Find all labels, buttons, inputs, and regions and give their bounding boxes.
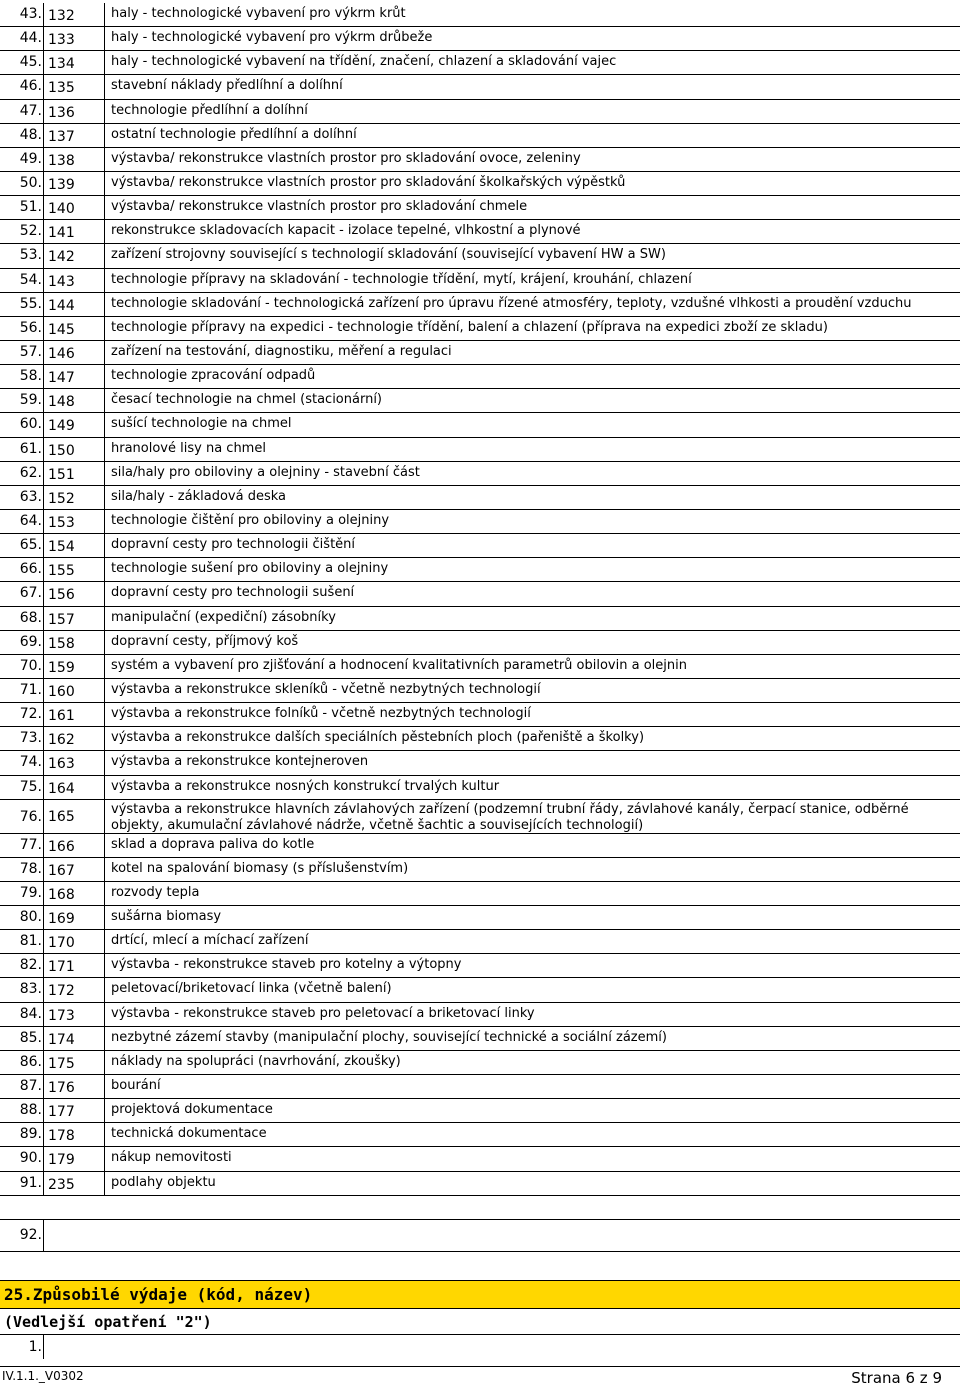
table-row: [0, 317, 960, 341]
row-number: 81.: [0, 930, 44, 953]
table-row: [0, 75, 960, 99]
expense-description: kotel na spalování biomasy (s příslušenstvím): [111, 860, 409, 876]
table-row: [0, 365, 960, 389]
row-number: 57.: [0, 341, 44, 364]
expense-description: rozvody tepla: [111, 884, 200, 900]
table-row: [0, 341, 960, 365]
table-row: [0, 124, 960, 148]
expense-code: 169: [45, 906, 105, 929]
table-row-empty: [0, 1219, 960, 1252]
expense-description: výstavba/ rekonstrukce vlastních prostor pro skladování ovoce, zeleniny: [111, 150, 581, 166]
row-number: 70.: [0, 655, 44, 678]
row-number: 88.: [0, 1099, 44, 1122]
expense-code: 132: [45, 3, 105, 26]
expense-code: 179: [45, 1147, 105, 1170]
row-number: 55.: [0, 293, 44, 316]
row-number: 49.: [0, 148, 44, 171]
row-number: 52.: [0, 220, 44, 243]
table-row: [0, 438, 960, 462]
expense-description: sušící technologie na chmel: [111, 416, 292, 432]
row-number: 74.: [0, 751, 44, 774]
row-number: 79.: [0, 882, 44, 905]
row-number: 86.: [0, 1051, 44, 1074]
expense-description: bourání: [111, 1078, 161, 1094]
row-number: 56.: [0, 317, 44, 340]
expense-code: 140: [45, 196, 105, 219]
table-row: [0, 27, 960, 51]
expense-description: sklad a doprava paliva do kotle: [111, 836, 315, 852]
table-row: [0, 196, 960, 220]
table-row: [0, 1147, 960, 1171]
table-row: [0, 882, 960, 906]
row-number: 87.: [0, 1075, 44, 1098]
expense-description: rekonstrukce skladovacích kapacit - izolace tepelné, vlhkostní a plynové: [111, 223, 581, 239]
row-number: 61.: [0, 438, 44, 461]
form-code: IV.1.1._V0302: [2, 1369, 84, 1383]
expense-code: 176: [45, 1075, 105, 1098]
expense-code: 165: [45, 800, 105, 833]
row-number: 64.: [0, 510, 44, 533]
expense-description: zařízení strojovny související s technologií skladování (související vybavení HW a SW): [111, 247, 666, 263]
row-number: 53.: [0, 244, 44, 267]
page-footer: [0, 1366, 960, 1387]
expense-code: 156: [45, 582, 105, 605]
expense-description: peletovací/briketovací linka (včetně balení): [111, 981, 392, 997]
table-row: [0, 1123, 960, 1147]
expense-description: sušárna biomasy: [111, 909, 222, 925]
row-number: 66.: [0, 558, 44, 581]
row-number: 46.: [0, 75, 44, 98]
table-row: [0, 679, 960, 703]
row-number: 51.: [0, 196, 44, 219]
row-number: 71.: [0, 679, 44, 702]
table-row: [0, 1051, 960, 1075]
row-number: 69.: [0, 631, 44, 654]
expense-code: 155: [45, 558, 105, 581]
row-number: 50.: [0, 172, 44, 195]
row-number: 43.: [0, 3, 44, 26]
expense-code: 154: [45, 534, 105, 557]
expense-code: 135: [45, 75, 105, 98]
expense-code: 137: [45, 124, 105, 147]
expense-description: zařízení na testování, diagnostiku, měření a regulaci: [111, 343, 452, 359]
table-row: [0, 582, 960, 606]
expense-code: 136: [45, 100, 105, 123]
row-number: 83.: [0, 978, 44, 1001]
row-number: 63.: [0, 486, 44, 509]
row-number: 82.: [0, 954, 44, 977]
table-row: [0, 1075, 960, 1099]
page-number: Strana 6 z 9: [851, 1369, 942, 1387]
row-number: 58.: [0, 365, 44, 388]
expense-description: technologie přípravy na expedici - technologie třídění, balení a chlazení (příprava na expedici zboží ze skladu): [111, 319, 828, 335]
row-number: 68.: [0, 607, 44, 630]
expense-code: 172: [45, 978, 105, 1001]
expense-code: 167: [45, 858, 105, 881]
expense-code: 160: [45, 679, 105, 702]
table-row: [0, 776, 960, 800]
expense-description: technologie přípravy na skladování - technologie třídění, mytí, krájení, krouhání, chlazení: [111, 271, 692, 287]
expense-description: projektová dokumentace: [111, 1102, 273, 1118]
expense-code: 170: [45, 930, 105, 953]
table-row: [0, 751, 960, 775]
expense-description: výstavba a rekonstrukce kontejneroven: [111, 754, 369, 770]
table-row: [0, 1335, 960, 1359]
table-row: [0, 172, 960, 196]
table-row: [0, 462, 960, 486]
expense-description: výstavba a rekonstrukce folníků - včetně nezbytných technologií: [111, 706, 531, 722]
table-row: [0, 558, 960, 582]
expense-description: sila/haly pro obiloviny a olejniny - stavební část: [111, 464, 420, 480]
table-row: [0, 1172, 960, 1196]
expense-code: 150: [45, 438, 105, 461]
table-row: [0, 800, 960, 834]
table-row: [0, 1099, 960, 1123]
expense-code: 177: [45, 1099, 105, 1122]
table-row: [0, 389, 960, 413]
row-number: 80.: [0, 906, 44, 929]
expense-code: 139: [45, 172, 105, 195]
expense-description: technologie skladování - technologická zařízení pro úpravu řízené atmosféry, teploty, vzdušné vlhkosti a proudění vzduchu: [111, 295, 912, 311]
expense-code: 142: [45, 244, 105, 267]
row-number: 91.: [0, 1172, 44, 1195]
row-number: 54.: [0, 269, 44, 292]
expense-description: výstavba - rekonstrukce staveb pro kotelny a výtopny: [111, 957, 462, 973]
expense-code: 152: [45, 486, 105, 509]
expense-description: stavební náklady předlíhní a dolíhní: [111, 78, 343, 94]
row-number: 77.: [0, 834, 44, 857]
expense-code: 157: [45, 607, 105, 630]
expense-description: technologie sušení pro obiloviny a olejniny: [111, 561, 389, 577]
expense-description: výstavba a rekonstrukce skleníků - včetně nezbytných technologií: [111, 681, 541, 697]
row-number: 92.: [0, 1220, 44, 1251]
row-number: 76.: [0, 800, 44, 833]
expense-code: 161: [45, 703, 105, 726]
table-row: [0, 631, 960, 655]
expense-description: výstavba a rekonstrukce nosných konstrukcí trvalých kultur: [111, 778, 500, 794]
row-number: 44.: [0, 27, 44, 50]
table-row: [0, 930, 960, 954]
expense-code: 146: [45, 341, 105, 364]
row-number: 84.: [0, 1003, 44, 1026]
expense-description: výstavba a rekonstrukce hlavních závlahových zařízení (podzemní trubní řády, závlahové kanály, čerpací stanice, odběrné objekty, akumulační závlahové nádrže, včetně šachtic a souvisejících technologií): [111, 801, 909, 833]
table-row: [0, 906, 960, 930]
row-number: 60.: [0, 413, 44, 436]
table-row: [0, 978, 960, 1002]
expense-code: 162: [45, 727, 105, 750]
expense-code: 168: [45, 882, 105, 905]
expense-code: 149: [45, 413, 105, 436]
row-number: 75.: [0, 776, 44, 799]
expense-description: technická dokumentace: [111, 1126, 267, 1142]
expense-code: 145: [45, 317, 105, 340]
table-row: [0, 486, 960, 510]
expense-code: 171: [45, 954, 105, 977]
expense-code: 159: [45, 655, 105, 678]
table-row: [0, 148, 960, 172]
expense-code: 158: [45, 631, 105, 654]
row-number: 62.: [0, 462, 44, 485]
table-row: [0, 413, 960, 437]
expense-description: nákup nemovitosti: [111, 1150, 232, 1166]
table-row: [0, 220, 960, 244]
expense-code: 143: [45, 269, 105, 292]
expense-code: 144: [45, 293, 105, 316]
expense-description: manipulační (expediční) zásobníky: [111, 609, 336, 625]
expense-code: 166: [45, 834, 105, 857]
expense-description: drtící, mlecí a míchací zařízení: [111, 933, 309, 949]
expense-description: podlahy objektu: [111, 1174, 216, 1190]
expense-code: 173: [45, 1003, 105, 1026]
table-row: [0, 100, 960, 124]
expense-description: dopravní cesty, příjmový koš: [111, 633, 299, 649]
expense-description: technologie zpracování odpadů: [111, 368, 316, 384]
row-number: 48.: [0, 124, 44, 147]
expense-description: haly - technologické vybavení pro výkrm krůt: [111, 6, 406, 21]
row-number: 73.: [0, 727, 44, 750]
table-row: [0, 510, 960, 534]
expense-code: 178: [45, 1123, 105, 1146]
expense-description: výstavba a rekonstrukce dalších speciálních pěstebních ploch (pařeniště a školky): [111, 730, 645, 746]
expense-description: haly - technologické vybavení pro výkrm drůbeže: [111, 30, 433, 46]
section-title: 25.Způsobilé výdaje (kód, název): [0, 1281, 960, 1309]
expense-description: náklady na spolupráci (navrhování, zkoušky): [111, 1053, 401, 1069]
expense-description: nezbytné zázemí stavby (manipulační plochy, související technické a sociální zázemí): [111, 1029, 667, 1045]
row-number: 59.: [0, 389, 44, 412]
table-row: [0, 703, 960, 727]
table-row: [0, 534, 960, 558]
table-row: [0, 834, 960, 858]
expense-code: 153: [45, 510, 105, 533]
expense-code: 164: [45, 776, 105, 799]
section-25: [0, 1280, 960, 1360]
table-row: [0, 293, 960, 317]
expense-description: dopravní cesty pro technologii sušení: [111, 585, 355, 601]
row-number: 85.: [0, 1027, 44, 1050]
table-row: [0, 244, 960, 268]
section-subtitle: (Vedlejší opatření "2"): [0, 1309, 960, 1335]
expense-description: výstavba - rekonstrukce staveb pro peletovací a briketovací linky: [111, 1005, 535, 1021]
row-number: 47.: [0, 100, 44, 123]
table-row: [0, 51, 960, 75]
table-row: [0, 3, 960, 27]
table-row: [0, 1003, 960, 1027]
expense-description: česací technologie na chmel (stacionární): [111, 392, 383, 408]
expense-code: 134: [45, 51, 105, 74]
row-number: 78.: [0, 858, 44, 881]
table-row: [0, 727, 960, 751]
expense-code: 133: [45, 27, 105, 50]
expense-code: 138: [45, 148, 105, 171]
expense-description: systém a vybavení pro zjišťování a hodnocení kvalitativních parametrů obilovin a olejnin: [111, 657, 687, 673]
expense-code: 174: [45, 1027, 105, 1050]
expense-description: hranolové lisy na chmel: [111, 440, 266, 456]
expense-code: 147: [45, 365, 105, 388]
expense-description: výstavba/ rekonstrukce vlastních prostor pro skladování školkařských výpěstků: [111, 174, 626, 190]
row-number: 72.: [0, 703, 44, 726]
expense-code: 175: [45, 1051, 105, 1074]
expense-description: technologie předlíhní a dolíhní: [111, 102, 308, 118]
table-row: [0, 954, 960, 978]
expense-description: technologie čištění pro obiloviny a olejniny: [111, 512, 390, 528]
expense-code: 141: [45, 220, 105, 243]
table-row: [0, 655, 960, 679]
table-row: [0, 1027, 960, 1051]
expense-description: ostatní technologie předlíhní a dolíhní: [111, 126, 357, 142]
table-row: [0, 269, 960, 293]
row-number: 1.: [0, 1335, 44, 1359]
row-number: 67.: [0, 582, 44, 605]
expense-description: sila/haly - základová deska: [111, 488, 286, 504]
expense-description: haly - technologické vybavení na třídění, značení, chlazení a skladování vajec: [111, 54, 617, 70]
table-row: [0, 607, 960, 631]
expense-code: 163: [45, 751, 105, 774]
row-number: 90.: [0, 1147, 44, 1170]
table-row: [0, 858, 960, 882]
row-number: 65.: [0, 534, 44, 557]
expense-description: výstavba/ rekonstrukce vlastních prostor pro skladování chmele: [111, 199, 528, 215]
row-number: 45.: [0, 51, 44, 74]
expenditure-table: [0, 3, 960, 1196]
expense-code: 151: [45, 462, 105, 485]
row-number: 89.: [0, 1123, 44, 1146]
expense-code: 148: [45, 389, 105, 412]
expense-description: dopravní cesty pro technologii čištění: [111, 537, 356, 553]
expense-code: 235: [45, 1172, 105, 1195]
